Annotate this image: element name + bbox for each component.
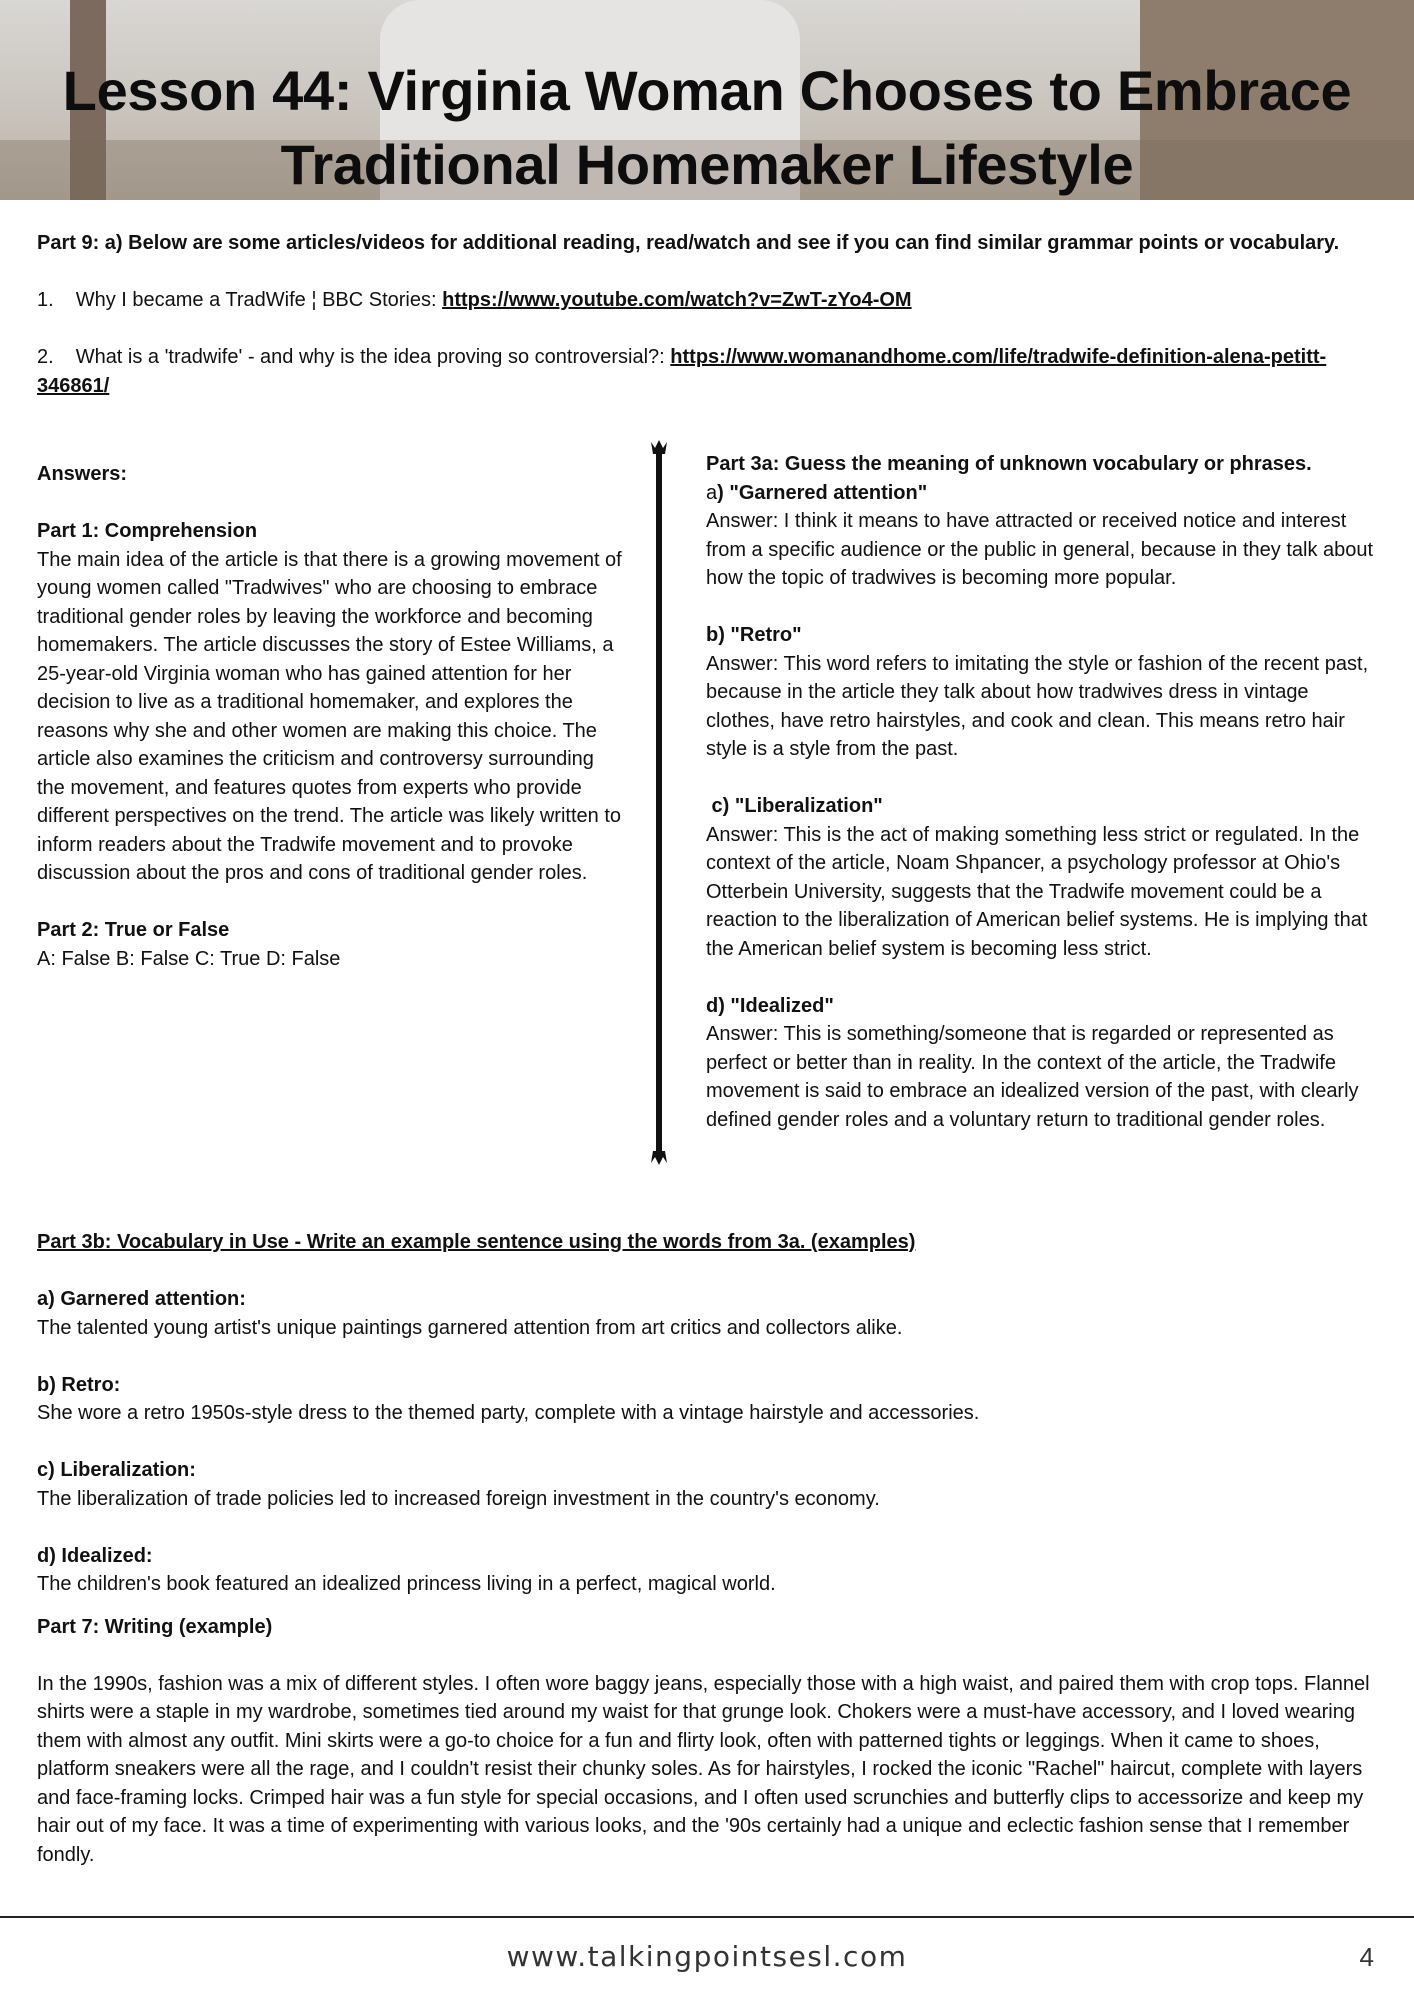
part3b-d-text: The children's book featured an idealized princess living in a perfect, magical world. — [37, 1573, 776, 1595]
reading-item-2 — [37, 343, 1377, 400]
part3a-column — [706, 450, 1378, 1134]
part3a-c-term: c) "Liberalization" — [706, 795, 883, 817]
part3b-and-part7 — [37, 1228, 1382, 1869]
divider-line — [656, 452, 662, 1152]
divider-bottom-ornament — [651, 1151, 667, 1165]
part2-text: A: False B: False C: True D: False — [37, 947, 341, 970]
part3a-d-answer: Answer: This is something/someone that is regarded or represented as perfect or better than in reality. In the context of the article, the Tradwife movement is said to embrace an idealized version of the past, with clearly defined gender roles and a voluntary return to traditional gender roles. — [706, 1023, 1359, 1131]
footer-url[interactable]: www.talkingpointsesl.com — [506, 1940, 908, 1973]
part9-heading: Part 9: a) Below are some articles/videos for additional reading, read/watch and see if you can find similar grammar points or vocabulary. — [37, 232, 1340, 254]
title-line-2: Traditional Homemaker Lifestyle — [280, 133, 1134, 196]
part3a-a-term-text: ) "Garnered attention" — [717, 481, 928, 504]
part3b-a-label: a) Garnered attention: — [37, 1288, 246, 1310]
divider-top-ornament — [651, 440, 667, 454]
part3b-b-label: b) Retro: — [37, 1373, 121, 1396]
answers-heading: Answers: — [37, 463, 128, 485]
part3a-a-term — [706, 479, 1378, 508]
answers-column — [37, 460, 627, 973]
part3b-heading: Part 3b: Vocabulary in Use - Write an example sentence using the words from 3a. (examples) — [37, 1231, 916, 1253]
part3b-c-text: The liberalization of trade policies led to increased foreign investment in the country's economy. — [37, 1487, 880, 1510]
part3a-a-prefix: a — [706, 481, 718, 504]
header-banner — [0, 0, 1414, 200]
reading-item-1-link[interactable]: https://www.youtube.com/watch?v=ZwT-zYo4-OM — [442, 289, 912, 311]
part7-heading: Part 7: Writing (example) — [37, 1615, 273, 1638]
part3b-d-label: d) Idealized: — [37, 1544, 153, 1567]
footer-divider — [0, 1916, 1414, 1918]
reading-item-2-text: What is a 'tradwife' - and why is the idea proving so controversial?: — [75, 346, 671, 368]
reading-item-1-text: Why I became a TradWife ¦ BBC Stories: — [75, 289, 443, 311]
part7-text: In the 1990s, fashion was a mix of different styles. I often wore baggy jeans, especially those with a high waist, and paired them with crop tops. Flannel shirts were a staple in my wardrobe, sometimes tied around my waist for that grunge look. Chokers were a must-have accessory, and I loved wearing them with almost any outfit. Mini skirts were a go-to choice for a fun and flirty look, often with patterned tights or leggings. When it came to shoes, platform sneakers were all the rage, and I couldn't resist their chunky soles. As for hairstyles, I rocked the iconic "Rachel" haircut, complete with layers and face-framing locks. Crimped hair was a fun style for special occasions, and I often used scrunchies and butterfly clips to accessorize and keep my hair out of my face. It was a time of experimenting with various looks, and the '90s certainly had a unique and eclectic fashion sense that I remember fondly. — [37, 1672, 1370, 1866]
part3a-d-term: d) "Idealized" — [706, 994, 834, 1017]
part9-section — [37, 229, 1377, 400]
reading-item-1 — [37, 286, 1377, 315]
part3a-b-answer: Answer: This word refers to imitating the style or fashion of the recent past, because in the article they talk about how tradwives dress in vintage clothes, have retro hairstyles, and cook and clean. This means retro hair style is a style from the past. — [706, 652, 1369, 760]
part3b-a-text: The talented young artist's unique paintings garnered attention from art critics and collectors alike. — [37, 1316, 903, 1339]
part3b-c-label: c) Liberalization: — [37, 1459, 196, 1481]
part3b-b-text: She wore a retro 1950s-style dress to the themed party, complete with a vintage hairstyle and accessories. — [37, 1402, 980, 1424]
part2-heading: Part 2: True or False — [37, 919, 230, 941]
part1-text: The main idea of the article is that there is a growing movement of young women called "Tradwives" who are choosing to embrace traditional gender roles by leaving the workforce and becoming homemakers. The article discusses the story of Estee Williams, a 25-year-old Virginia woman who has gained attention for her decision to live as a traditional homemaker, and explores the reasons why she and other women are making this choice. The article also examines the criticism and controversy surrounding the movement, and features quotes from experts who provide different perspectives on the trend. The article was likely written to inform readers about the Tradwife movement and to provoke discussion about the pros and cons of traditional gender roles. — [37, 548, 622, 884]
part1-heading: Part 1: Comprehension — [37, 520, 258, 542]
part3a-b-term: b) "Retro" — [706, 624, 802, 646]
reading-item-1-number: 1. — [37, 289, 54, 311]
reading-item-2-number: 2. — [37, 346, 54, 368]
column-divider — [649, 440, 669, 1165]
part3a-c-answer: Answer: This is the act of making something less strict or regulated. In the context of the article, Noam Shpancer, a psychology professor at Ohio's Otterbein University, suggests that the Tradwife movement could be a reaction to the liberalization of American belief systems. He is implying that the American belief system is becoming less strict. — [706, 823, 1368, 960]
part3a-heading: Part 3a: Guess the meaning of unknown vocabulary or phrases. — [706, 453, 1312, 475]
reading-item-2-link[interactable]: https://www.womanandhome.com/life/tradwife-definition-alena-petitt-346861/ — [37, 346, 1327, 397]
part3a-a-answer: Answer: I think it means to have attracted or received notice and interest from a specific audience or the public in general, because in they talk about how the topic of tradwives is becoming more popular. — [706, 510, 1374, 589]
title-line-1: Lesson 44: Virginia Woman Chooses to Embrace — [62, 59, 1352, 122]
page-number: 4 — [1359, 1942, 1374, 1972]
page-title — [0, 54, 1414, 200]
